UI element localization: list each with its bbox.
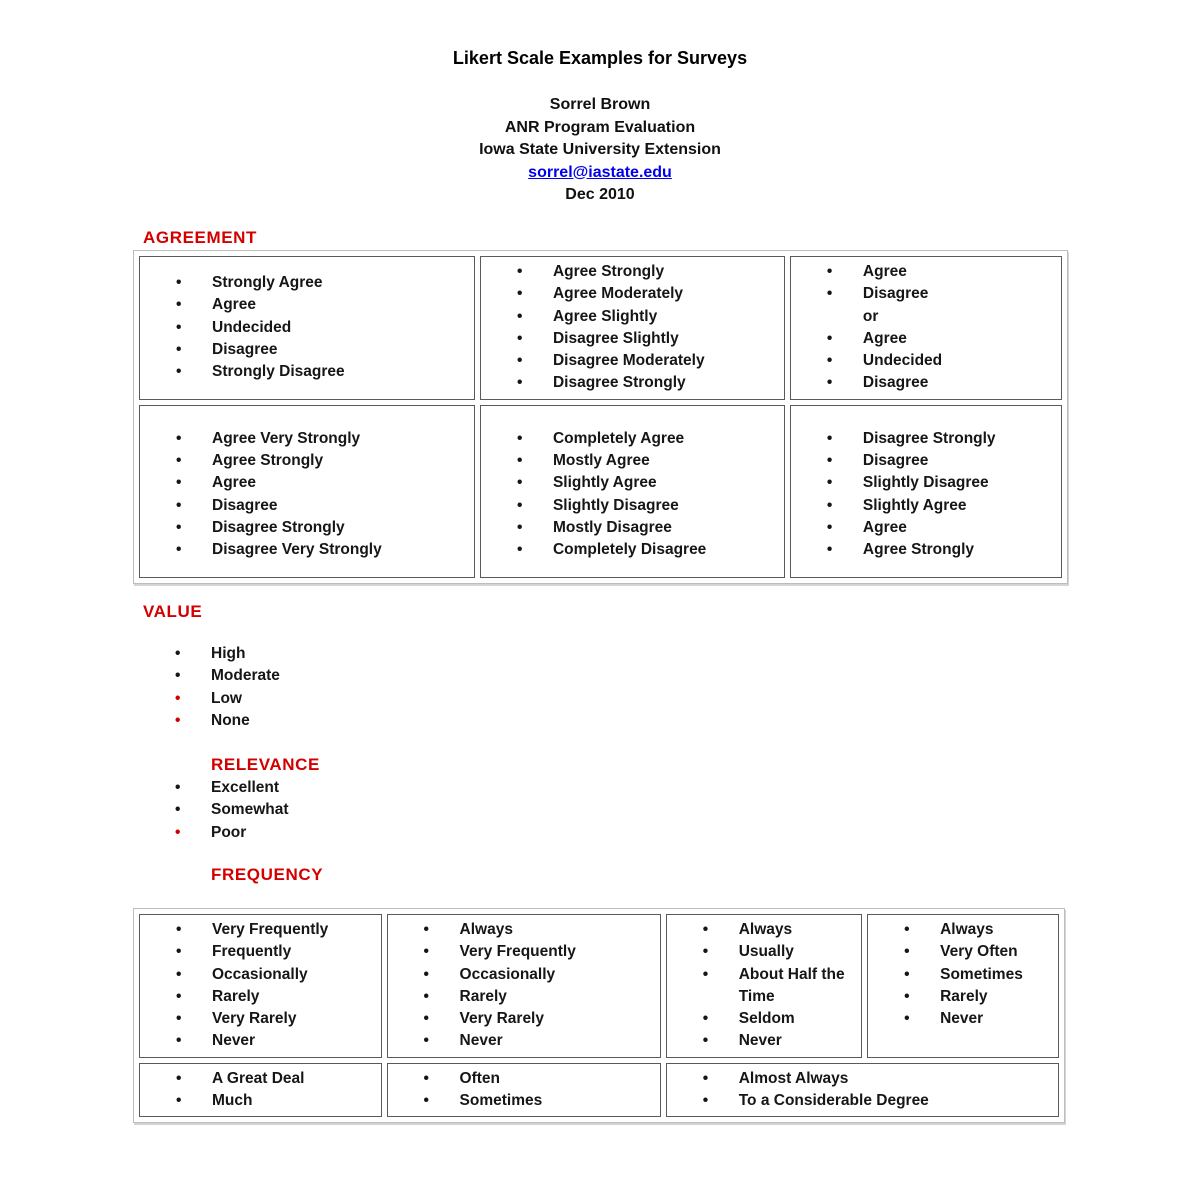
scale-item-label: About Half the Time: [738, 965, 845, 1005]
scale-item-label: Rarely: [212, 987, 260, 1005]
scale-item: [667, 1068, 1054, 1090]
agreement-table: [133, 250, 1068, 584]
scale-item: [175, 777, 289, 799]
scale-item: [791, 283, 1057, 305]
bullet-icon: •: [826, 374, 833, 392]
likert-scale-list: [791, 261, 1057, 395]
frequency-cell-4: [867, 914, 1059, 1058]
no-bullet-spacer: [827, 306, 863, 328]
scale-item: [791, 517, 1057, 539]
scale-item-label: Completely Disagree: [552, 541, 707, 559]
bullet-icon: •: [176, 452, 182, 470]
scale-item-label: Disagree: [862, 285, 929, 303]
scale-item: [140, 964, 377, 986]
scale-item: [791, 428, 1057, 450]
scale-item-label: Disagree Strongly: [212, 518, 345, 536]
likert-scale-list: [667, 1068, 1054, 1113]
scale-item-label: Agree: [862, 329, 907, 347]
author-institution: Iowa State University Extension: [479, 141, 721, 158]
agreement-cell-6: [790, 405, 1062, 578]
scale-item-label: Never: [212, 1032, 256, 1050]
scale-item-label: Low: [211, 689, 242, 707]
bullet-icon: •: [904, 943, 910, 961]
bullet-icon: •: [826, 285, 833, 303]
bullet-icon: •: [826, 329, 833, 347]
bullet-icon: •: [175, 823, 181, 841]
scale-item: [140, 1068, 377, 1090]
scale-item: [791, 450, 1057, 472]
bullet-icon: •: [176, 1092, 182, 1110]
scale-item: [140, 294, 470, 316]
bullet-icon: •: [176, 921, 182, 938]
scale-item: [791, 495, 1057, 517]
scale-item-label: Seldom: [738, 1010, 795, 1028]
author-name: Sorrel Brown: [549, 96, 651, 113]
bullet-icon: •: [176, 496, 182, 514]
scale-item-label: Undecided: [212, 318, 292, 336]
scale-item-label: Mostly Agree: [552, 452, 650, 470]
bullet-icon: •: [175, 667, 181, 685]
bullet-icon: •: [904, 921, 910, 938]
scale-item: [175, 665, 280, 687]
scale-item-label: Sometimes: [940, 965, 1023, 983]
scale-item: [140, 919, 377, 941]
author-program: ANR Program Evaluation: [504, 118, 696, 136]
agreement-cell-5: [480, 405, 785, 578]
scale-item-label: Very Frequently: [459, 943, 576, 961]
scale-item: [667, 919, 857, 941]
scale-item: [175, 643, 280, 665]
scale-item: [388, 1090, 656, 1112]
scale-item-label: Rarely: [940, 987, 988, 1005]
email-link[interactable]: sorrel@iastate.edu: [528, 163, 672, 181]
scale-item-label: Disagree: [212, 341, 278, 359]
bullet-icon: •: [904, 965, 910, 983]
bullet-icon: •: [175, 645, 181, 662]
likert-scale-list: [791, 428, 1057, 562]
bullet-icon: •: [702, 921, 709, 938]
agreement-cell-4: [139, 405, 475, 578]
scale-item-label: Somewhat: [211, 801, 289, 819]
scale-item-label: Agree Very Strongly: [212, 429, 361, 447]
bullet-icon: •: [516, 474, 523, 492]
bullet-icon: •: [516, 518, 523, 536]
scale-item: [388, 964, 656, 986]
scale-item-label: Never: [459, 1032, 503, 1050]
scale-item-label: Always: [459, 921, 513, 938]
scale-item-label: Agree Strongly: [862, 541, 975, 559]
bullet-icon: •: [176, 274, 182, 292]
bullet-icon: •: [702, 943, 709, 961]
scale-item-label: Very Rarely: [212, 1010, 297, 1028]
bullet-icon: •: [516, 374, 523, 392]
bullet-icon: •: [175, 801, 181, 819]
document-title: Likert Scale Examples for Surveys: [452, 48, 748, 68]
bullet-icon: •: [516, 429, 523, 447]
frequency-cell-1: [139, 914, 382, 1058]
scale-item: [175, 822, 289, 844]
bullet-icon: •: [176, 429, 182, 447]
scale-item: [791, 350, 1057, 372]
scale-item: [388, 941, 656, 963]
scale-item-label: Mostly Disagree: [552, 518, 672, 536]
bullet-icon: •: [516, 307, 523, 325]
scale-item: [140, 1008, 377, 1030]
scale-item-label: Slightly Disagree: [862, 474, 989, 492]
bullet-icon: •: [516, 352, 523, 370]
scale-item: [667, 941, 857, 963]
bullet-icon: •: [176, 541, 182, 559]
scale-item-label: Undecided: [862, 352, 943, 370]
section-heading-frequency: FREQUENCY: [211, 865, 324, 884]
scale-item-label: Disagree Slightly: [552, 329, 679, 347]
scale-item: [481, 450, 780, 472]
scale-item: [140, 986, 377, 1008]
bullet-icon: •: [176, 474, 182, 492]
bullet-icon: •: [423, 1092, 429, 1110]
bullet-icon: •: [176, 518, 182, 536]
section-heading-agreement: AGREEMENT: [143, 228, 258, 247]
scale-item-label: Almost Always: [738, 1069, 849, 1087]
scale-item: [140, 272, 470, 294]
bullet-icon: •: [826, 496, 833, 514]
agreement-cell-1: [139, 256, 475, 400]
scale-item: [868, 986, 1054, 1008]
scale-item-label: Very Rarely: [459, 1010, 544, 1028]
scale-item-label: Agree Strongly: [212, 452, 324, 470]
scale-item: [140, 517, 470, 539]
scale-item-label: Often: [459, 1069, 500, 1087]
scale-item-label: Agree: [212, 474, 256, 492]
bullet-icon: •: [826, 452, 833, 470]
scale-item-label: Disagree: [862, 374, 929, 392]
email-line: [0, 162, 1200, 185]
bullet-icon: •: [175, 689, 181, 707]
bullet-icon: •: [423, 1010, 429, 1028]
bullet-icon: •: [826, 541, 833, 559]
scale-item: [481, 472, 780, 494]
bullet-icon: •: [826, 429, 833, 447]
scale-item: [481, 350, 780, 372]
scale-item-label: Poor: [211, 823, 247, 841]
scale-item-label: A Great Deal: [212, 1069, 305, 1087]
scale-item: [481, 495, 780, 517]
scale-item: [667, 1008, 857, 1030]
scale-item-label: Very Often: [940, 943, 1018, 961]
bullet-icon: •: [423, 965, 429, 983]
bullet-icon: •: [176, 965, 182, 983]
scale-item-label: Completely Agree: [552, 429, 685, 447]
frequency-cell-5: [139, 1063, 382, 1118]
agreement-cell-3: [790, 256, 1062, 400]
scale-item-label: Agree: [862, 263, 907, 280]
scale-item-label: Disagree Very Strongly: [212, 541, 382, 559]
bullet-icon: •: [702, 965, 709, 983]
scale-item: [791, 261, 1057, 283]
likert-scale-list: [140, 1068, 377, 1113]
frequency-cell-3: [666, 914, 862, 1058]
bullet-icon: •: [176, 318, 182, 336]
scale-item-label: Usually: [738, 943, 794, 961]
scale-item: [388, 1068, 656, 1090]
scale-item: [140, 450, 470, 472]
scale-item: [868, 1008, 1054, 1030]
likert-scale-list: [667, 919, 857, 1053]
scale-item-label: Never: [738, 1032, 782, 1050]
bullet-icon: •: [826, 474, 833, 492]
likert-scale-list: [868, 919, 1054, 1030]
likert-scale-list: [481, 261, 780, 395]
agreement-cell-2: [480, 256, 785, 400]
scale-item: [481, 283, 780, 305]
likert-scale-list: [388, 919, 656, 1053]
value-scale-list: [175, 643, 280, 732]
scale-item: [868, 964, 1054, 986]
likert-scale-list: [140, 428, 470, 562]
scale-item: [388, 1030, 656, 1052]
section-heading-relevance: RELEVANCE: [211, 755, 320, 774]
scale-item-label: None: [211, 711, 250, 729]
bullet-icon: •: [176, 987, 182, 1005]
scale-item: [388, 919, 656, 941]
section-heading-value: VALUE: [143, 602, 203, 621]
scale-item: [481, 517, 780, 539]
bullet-icon: •: [516, 285, 523, 303]
scale-item-label: Disagree: [862, 452, 929, 470]
scale-item: [481, 306, 780, 328]
scale-item-label: or: [862, 307, 879, 325]
scale-item-label: Excellent: [211, 779, 280, 796]
scale-item: [140, 941, 377, 963]
bullet-icon: •: [423, 921, 429, 938]
bullet-icon: •: [516, 263, 523, 280]
bullet-icon: •: [176, 363, 182, 381]
doc-date: Dec 2010: [565, 186, 635, 203]
scale-item-label: Agree Slightly: [552, 307, 658, 325]
scale-item: [140, 539, 470, 561]
bullet-icon: •: [826, 352, 833, 370]
scale-item-label: Agree: [212, 296, 256, 314]
scale-item-label: Strongly Agree: [212, 274, 323, 292]
scale-item: [791, 328, 1057, 350]
bullet-icon: •: [176, 943, 182, 961]
scale-item: [667, 1030, 857, 1052]
bullet-icon: •: [176, 1010, 182, 1028]
likert-scale-list: [388, 1068, 656, 1113]
scale-item-label: Always: [738, 921, 793, 938]
likert-scale-list: [140, 272, 470, 383]
scale-item: [175, 799, 289, 821]
scale-item-label: Always: [940, 921, 994, 938]
scale-item: [140, 317, 470, 339]
scale-item: [140, 339, 470, 361]
bullet-icon: •: [176, 341, 182, 359]
scale-item: [140, 1030, 377, 1052]
bullet-icon: •: [516, 496, 523, 514]
scale-item-label: Slightly Disagree: [552, 496, 679, 514]
bullet-icon: •: [423, 987, 429, 1005]
frequency-table: [133, 908, 1065, 1123]
bullet-icon: •: [702, 1069, 709, 1087]
scale-item: [140, 472, 470, 494]
frequency-cell-7: [666, 1063, 1059, 1118]
scale-item-label: Much: [212, 1092, 253, 1110]
bullet-icon: •: [423, 1069, 429, 1087]
bullet-icon: •: [175, 779, 181, 796]
bullet-icon: •: [702, 1010, 709, 1028]
relevance-scale-list: [175, 777, 289, 844]
bullet-icon: •: [702, 1032, 709, 1050]
bullet-icon: •: [176, 1069, 182, 1087]
scale-item: [481, 261, 780, 283]
bullet-icon: •: [516, 541, 523, 559]
scale-item-label: Never: [940, 1010, 984, 1028]
scale-item: [481, 372, 780, 394]
bullet-icon: •: [702, 1092, 709, 1110]
scale-item-label: Slightly Agree: [552, 474, 657, 492]
scale-item-label: To a Considerable Degree: [738, 1092, 929, 1110]
scale-item: [175, 688, 280, 710]
likert-scale-list: [140, 919, 377, 1053]
scale-item-label: Very Frequently: [212, 921, 329, 938]
scale-item-label: Disagree Strongly: [862, 429, 996, 447]
bullet-icon: •: [423, 1032, 429, 1050]
scale-item: [481, 539, 780, 561]
scale-item: [791, 306, 1057, 328]
scale-item-label: Disagree Moderately: [552, 352, 705, 370]
scale-item-label: Moderate: [211, 667, 280, 685]
scale-item: [868, 941, 1054, 963]
bullet-icon: •: [175, 711, 181, 729]
frequency-cell-2: [387, 914, 661, 1058]
author-block: [0, 94, 1200, 207]
bullet-icon: •: [904, 987, 910, 1005]
scale-item: [481, 428, 780, 450]
scale-item: [140, 428, 470, 450]
scale-item-label: Agree Moderately: [552, 285, 684, 303]
scale-item: [791, 472, 1057, 494]
scale-item: [481, 328, 780, 350]
bullet-icon: •: [176, 1032, 182, 1050]
scale-item: [140, 1090, 377, 1112]
bullet-icon: •: [516, 452, 523, 470]
scale-item-label: Sometimes: [459, 1092, 543, 1110]
scale-item-label: Agree Strongly: [552, 263, 665, 280]
bullet-icon: •: [516, 329, 523, 347]
scale-item: [667, 964, 857, 1009]
scale-item: [868, 919, 1054, 941]
scale-item-label: Disagree Strongly: [552, 374, 686, 392]
frequency-cell-6: [387, 1063, 661, 1118]
scale-item: [667, 1090, 1054, 1112]
scale-item-label: Rarely: [459, 987, 507, 1005]
scale-item-label: High: [211, 645, 246, 662]
scale-item-label: Strongly Disagree: [212, 363, 345, 381]
scale-item: [175, 710, 280, 732]
scale-item-label: Occasionally: [212, 965, 308, 983]
scale-item-label: Slightly Agree: [862, 496, 967, 514]
scale-item: [388, 1008, 656, 1030]
scale-item: [791, 539, 1057, 561]
likert-scale-list: [481, 428, 780, 562]
scale-item: [140, 495, 470, 517]
bullet-icon: •: [826, 263, 833, 280]
bullet-icon: •: [904, 1010, 910, 1028]
scale-item-label: Disagree: [212, 496, 278, 514]
bullet-icon: •: [826, 518, 833, 536]
bullet-icon: •: [423, 943, 429, 961]
scale-item: [140, 361, 470, 383]
scale-item: [791, 372, 1057, 394]
scale-item: [388, 986, 656, 1008]
scale-item-label: Frequently: [212, 943, 292, 961]
scale-item-label: Occasionally: [459, 965, 556, 983]
scale-item-label: Agree: [862, 518, 907, 536]
bullet-icon: •: [176, 296, 182, 314]
